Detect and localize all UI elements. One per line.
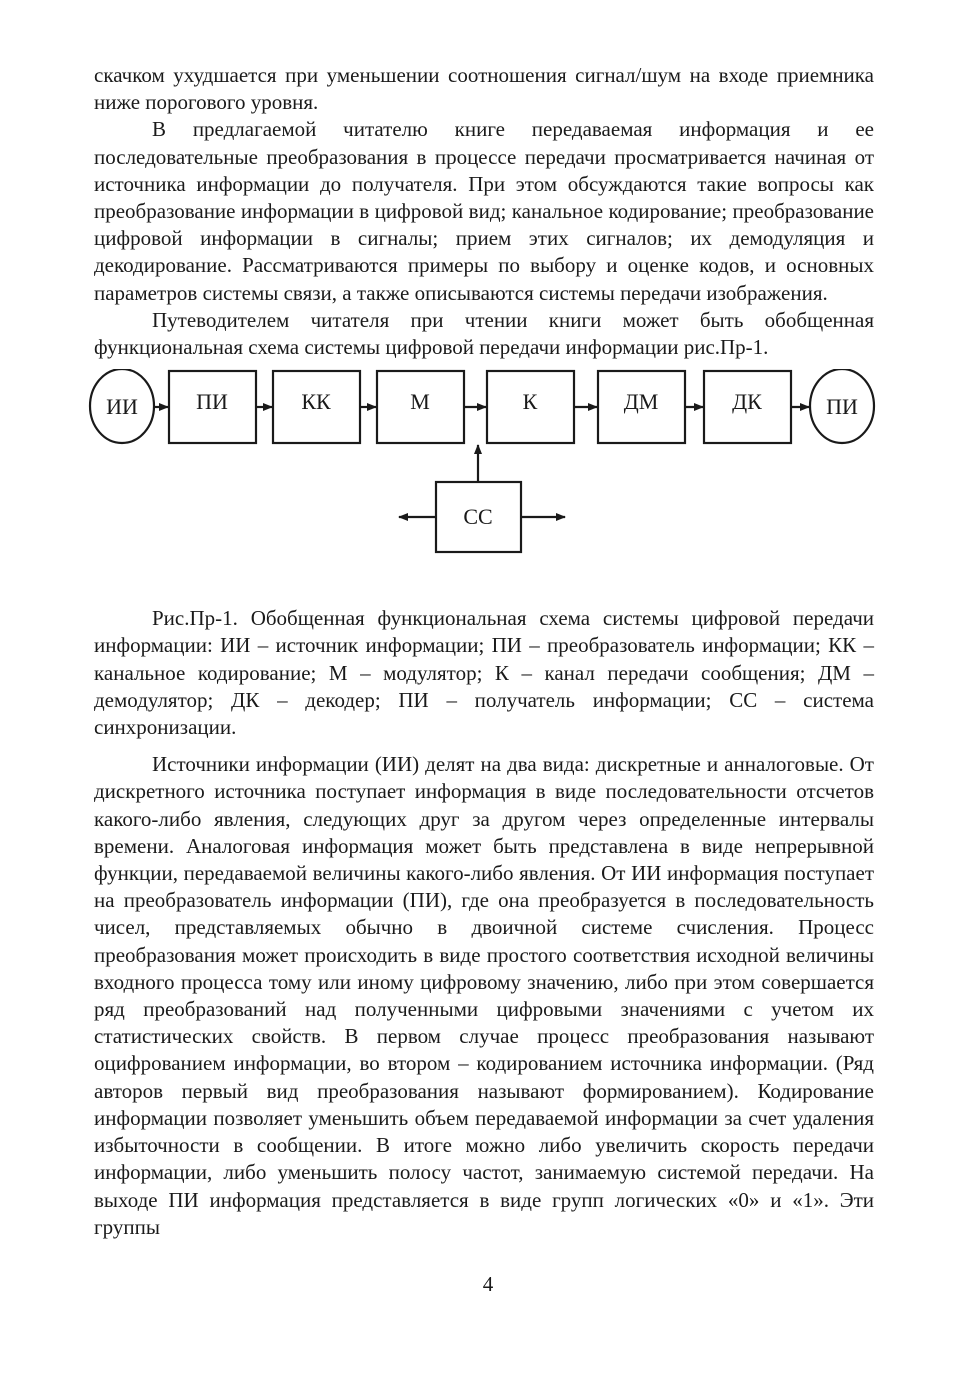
label-sync: СС <box>463 504 493 530</box>
label-source: ИИ <box>106 394 138 420</box>
label-dm: ДМ <box>623 389 659 415</box>
paragraph-3: Путеводителем читателя при чтении книги может быть обобщенная функциональная схема системы цифровой передачи информации рис.Пр-1. <box>94 307 874 360</box>
diagram-svg <box>74 369 894 601</box>
paragraph-4: Источники информации (ИИ) делят на два вида: дискретные и анналоговые. От дискретного источника поступает информация в виде последовательности отсчетов какого-либо явления, следующих друг за другом через определенные интервалы времени. Аналоговая информация может быть представлена в виде непрерывной функции, передаваемой величины какого-либо явления. От ИИ информация поступает на преобразователь информации (ПИ), где она преобразуется в последовательность чисел, представляемых обычно в двоичной системе счисления. Процесс преобразования может происходить в виде простого соответствия исходной величины входного процесса тому или иному цифровому значению, либо при этом совершается ряд преобразований над полученными цифровыми значениями с учетом их статистических свойств. В первом случае процесс преобразования называют оцифрованием информации, во втором – кодированием источника информации. (Ряд авторов первый вид преобразования называют формированием). Кодирование информации позволяет уменьшить объем передаваемой информации за счет удаления избыточности в сообщении. В итоге можно либо увеличить скорость передачи информации, либо уменьшить полосу частот, занимаемую системой передачи. На выходе ПИ информация представляется в виде групп логических «0» и «1». Эти группы <box>94 752 874 1239</box>
page-content <box>94 62 874 1241</box>
label-k: К <box>522 389 538 415</box>
label-m: М <box>410 389 430 415</box>
functional-diagram <box>94 369 874 601</box>
paragraph-2: В предлагаемой читателю книге передаваемая информация и ее последовательные преобразования в процессе передачи просматривается начиная от источника информации до получателя. При этом обсуждаются такие вопросы как преобразование информации в цифровой вид; канальное кодирование; преобразование цифровой информации в сигналы; прием этих сигналов; их демодуляция и декодирование. Рассматриваются примеры по выбору и оценке кодов, и основных параметров системы связи, а также описываются системы передачи изображения. <box>94 117 874 305</box>
label-pi: ПИ <box>196 389 228 415</box>
figure-caption: Рис.Пр-1. Обобщенная функциональная схема системы цифровой передачи информации: ИИ – источник информации; ПИ – преобразователь информации; КК – канальное кодирование; М – модулятор; К – канал передачи сообщения; ДМ – демодулятор; ДК – декодер; ПИ – получатель информации; СС – система синхронизации. <box>94 606 874 740</box>
label-kk: КК <box>301 389 331 415</box>
label-sink: ПИ <box>826 394 858 420</box>
page-number: 4 <box>482 1272 494 1296</box>
paragraph-1: скачком ухудшается при уменьшении соотношения сигнал/шум на входе приемника ниже порогового уровня. <box>94 63 874 115</box>
label-dk: ДК <box>732 389 762 415</box>
